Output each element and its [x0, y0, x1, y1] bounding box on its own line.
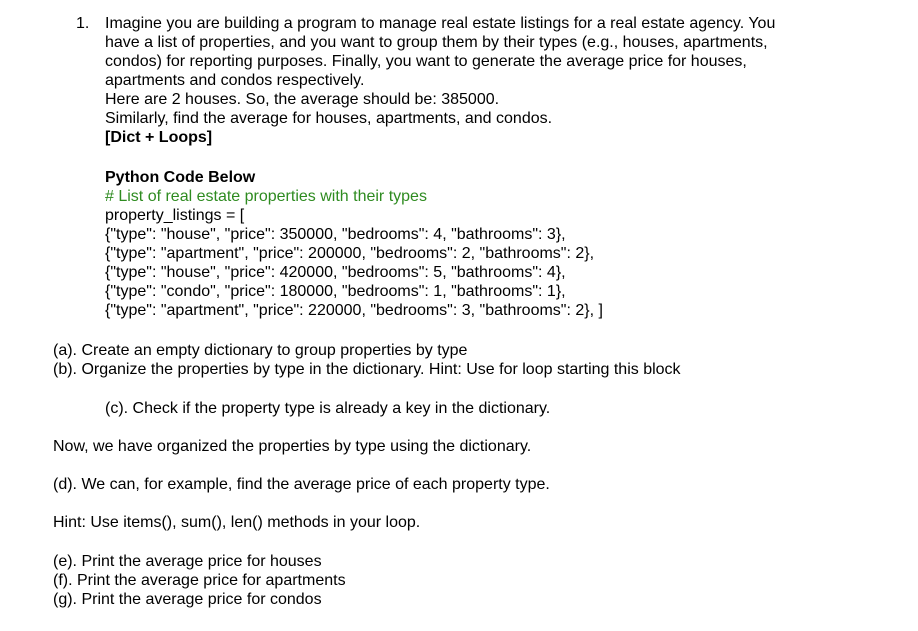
- code-line: {"type": "house", "price": 420000, "bedrooms": 5, "bathrooms": 4},: [105, 264, 566, 281]
- code-line: property_listings = [: [105, 207, 245, 224]
- step-f: (f). Print the average price for apartments: [53, 572, 346, 589]
- intro-line-6: Similarly, find the average for houses, apartments, and condos.: [105, 110, 553, 127]
- step-g: (g). Print the average price for condos: [53, 591, 322, 608]
- step-e: (e). Print the average price for houses: [53, 553, 322, 570]
- code-heading: Python Code Below: [105, 169, 256, 186]
- code-line: {"type": "apartment", "price": 220000, "bedrooms": 3, "bathrooms": 2}, ]: [105, 302, 603, 319]
- organized-note: Now, we have organized the properties by type using the dictionary.: [53, 438, 532, 455]
- intro-line-1: Imagine you are building a program to manage real estate listings for a real estate agency. You: [105, 15, 776, 32]
- hint: Hint: Use items(), sum(), len() methods in your loop.: [53, 514, 421, 531]
- code-line: {"type": "house", "price": 350000, "bedrooms": 4, "bathrooms": 3},: [105, 226, 566, 243]
- step-b: (b). Organize the properties by type in the dictionary. Hint: Use for loop starting this block: [53, 361, 681, 378]
- step-d: (d). We can, for example, find the average price of each property type.: [53, 476, 550, 493]
- code-line: {"type": "apartment", "price": 200000, "bedrooms": 2, "bathrooms": 2},: [105, 245, 595, 262]
- code-comment: # List of real estate properties with their types: [105, 188, 427, 205]
- intro-line-5: Here are 2 houses. So, the average should be: 385000.: [105, 91, 500, 108]
- step-a: (a). Create an empty dictionary to group properties by type: [53, 342, 468, 359]
- step-c: (c). Check if the property type is already a key in the dictionary.: [105, 400, 551, 417]
- intro-line-4: apartments and condos respectively.: [105, 72, 365, 89]
- intro-line-2: have a list of properties, and you want to group them by their types (e.g., houses, apartments,: [105, 34, 768, 51]
- intro-line-3: condos) for reporting purposes. Finally, you want to generate the average price for houses,: [105, 53, 747, 70]
- question-number: 1.: [76, 15, 90, 32]
- code-line: {"type": "condo", "price": 180000, "bedrooms": 1, "bathrooms": 1},: [105, 283, 566, 300]
- topic-tag: [Dict + Loops]: [105, 129, 213, 146]
